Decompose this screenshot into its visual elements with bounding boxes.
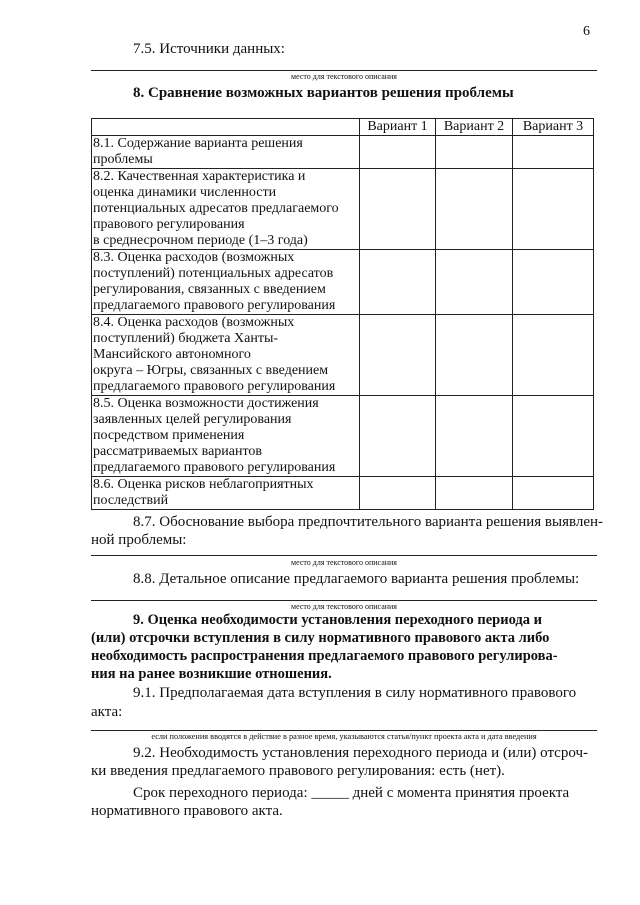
criterion-line: 8.6. Оценка рисков неблагоприятных (93, 477, 314, 492)
table-row (92, 250, 594, 315)
criterion-cell (92, 477, 360, 510)
section-7-5-heading: 7.5. Источники данных: (133, 41, 285, 57)
table-row (92, 169, 594, 250)
variant-cell (513, 477, 594, 510)
variant-cell (360, 315, 436, 396)
criterion-line: поступлений) потенциальных адресатов (93, 266, 334, 281)
table-header-cell: Вариант 2 (436, 119, 513, 136)
criterion-line: регулирования, связанных с введением (93, 282, 326, 297)
criterion-line: проблемы (93, 152, 153, 167)
criterion-line: 8.4. Оценка расходов (возможных (93, 315, 295, 330)
section-8-8-heading: 8.8. Детальное описание предлагаемого варианта решения проблемы: (133, 571, 580, 587)
section-9-line-2: (или) отсрочки вступления в силу нормативного правового акта либо (91, 630, 550, 646)
variant-cell (513, 169, 594, 250)
table-row (92, 396, 594, 477)
variant-cell (360, 396, 436, 477)
variant-cell (513, 396, 594, 477)
text-place-rule-1 (91, 70, 597, 71)
criterion-cell (92, 315, 360, 396)
criterion-line: 8.2. Качественная характеристика и (93, 169, 306, 184)
criterion-line: поступлений) бюджета Ханты- (93, 331, 279, 346)
text-place-rule-3 (91, 600, 597, 601)
table-header-cell: Вариант 3 (513, 119, 594, 136)
section-9-2-line-2: ки введения предлагаемого правового регулирования: есть (нет). (91, 763, 505, 779)
criterion-cell (92, 396, 360, 477)
table-header-row (92, 119, 594, 136)
section-9-1-line-1: 9.1. Предполагаемая дата вступления в силу нормативного правового (133, 685, 577, 701)
criterion-line: в среднесрочном периоде (1–3 года) (93, 233, 308, 248)
text-place-caption-2: место для текстового описания (291, 558, 397, 567)
variant-cell (436, 396, 513, 477)
table-row (92, 477, 594, 510)
criterion-cell (92, 136, 360, 169)
criterion-line: оценка динамики численности (93, 185, 277, 200)
criterion-line: 8.1. Содержание варианта решения (93, 136, 303, 151)
text-place-caption-3: место для текстового описания (291, 602, 397, 611)
variant-cell (436, 250, 513, 315)
section-9-2-line-1: 9.2. Необходимость установления переходного периода и (или) отсроч- (133, 745, 588, 761)
criterion-cell (92, 169, 360, 250)
transition-period-line-1: Срок переходного периода: _____ дней с момента принятия проекта (133, 785, 570, 801)
criterion-line: посредством применения (93, 428, 245, 443)
section-9-1-line-2: акта: (91, 704, 123, 720)
variant-cell (436, 477, 513, 510)
criterion-line: потенциальных адресатов предлагаемого (93, 201, 339, 216)
criterion-line: предлагаемого правового регулирования (93, 298, 336, 313)
criterion-line: округа – Югры, связанных с введением (93, 363, 329, 378)
criterion-line: предлагаемого правового регулирования (93, 379, 336, 394)
page-number: 6 (583, 24, 590, 39)
section-9-line-1: 9. Оценка необходимости установления переходного периода и (133, 612, 542, 628)
variant-cell (513, 250, 594, 315)
section-8-title: 8. Сравнение возможных вариантов решения проблемы (133, 85, 514, 101)
criterion-cell (92, 250, 360, 315)
variant-cell (360, 477, 436, 510)
variant-cell (360, 169, 436, 250)
criterion-line: Мансийского автономного (93, 347, 251, 362)
criterion-line: последствий (93, 493, 169, 508)
table-row (92, 136, 594, 169)
comparison-table (91, 118, 594, 510)
variant-cell (513, 315, 594, 396)
text-place-caption-1: место для текстового описания (291, 72, 397, 81)
section-9-line-3: необходимость распространения предлагаемого правового регулирова- (91, 648, 558, 664)
criterion-line: 8.3. Оценка расходов (возможных (93, 250, 295, 265)
criterion-line: правового регулирования (93, 217, 245, 232)
variant-cell (360, 250, 436, 315)
section-8-7-line-2: ной проблемы: (91, 532, 187, 548)
criterion-line: 8.5. Оценка возможности достижения (93, 396, 319, 411)
variant-cell (436, 169, 513, 250)
table-header-cell (92, 119, 360, 136)
variant-cell (360, 136, 436, 169)
table-header-cell: Вариант 1 (360, 119, 436, 136)
table-row (92, 315, 594, 396)
section-8-7-line-1: 8.7. Обоснование выбора предпочтительного варианта решения выявлен- (133, 514, 604, 530)
text-place-rule-2 (91, 555, 597, 556)
date-caption: если положения вводятся в действие в разное время, указываются статья/пункт проекта акта и дата введения (151, 732, 537, 741)
variant-cell (436, 136, 513, 169)
variant-cell (513, 136, 594, 169)
criterion-line: заявленных целей регулирования (93, 412, 292, 427)
transition-period-line-2: нормативного правового акта. (91, 803, 283, 819)
variant-cell (436, 315, 513, 396)
criterion-line: предлагаемого правового регулирования (93, 460, 336, 475)
section-9-line-4: ния на ранее возникшие отношения. (91, 666, 332, 682)
date-rule (91, 730, 597, 731)
criterion-line: рассматриваемых вариантов (93, 444, 263, 459)
